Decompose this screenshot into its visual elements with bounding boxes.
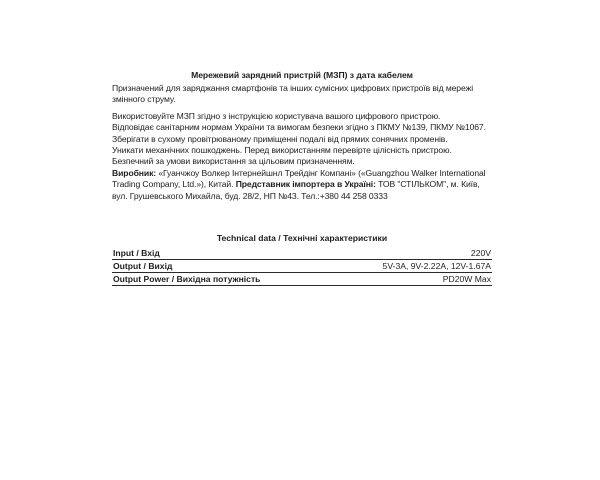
spec-label: Input / Вхід [113,248,160,259]
manufacturer-text: «Гуанчжоу Волкер Інтернейшнл Трейдінг Компані» («Guangzhou Walker International Trading Company, Ltd.»), Китай. [112,167,486,190]
manufacturer-label: Виробник: [112,167,157,178]
instruction-line: Відповідає санітарним нормам України та вимогам безпеки згідно з ПКМУ №139, ПКМУ №1067. [112,122,486,133]
spec-value: 220V [470,248,491,259]
manufacturer-info [112,168,492,202]
importer-label: Представник імпортера в Україні: [235,179,376,190]
importer-text: ТОВ "СТІЛЬКОМ", м. Київ, вул. Грушевського Михайла, буд. 28/2, НП №43. Тел.:+380 44 258 0333 [112,179,480,201]
spec-label: Output / Вихід [113,261,173,272]
instruction-line: Зберігати в сухому провітрюваному приміщенні подалі від прямих сонячних променів. [112,133,448,144]
instruction-line: Безпечний за умови використання за цільовим призначенням. [112,156,355,167]
spec-value: PD20W Max [442,274,491,285]
product-title: Мережевий зарядний пристрій (МЗП) з дата кабелем [191,70,413,80]
technical-data-title: Technical data / Технічні характеристики [216,233,388,244]
instruction-line: Уникати механічних пошкоджень. Перед використанням перевірте цілісність пристрою. [112,145,452,156]
spec-value: 5V-3A, 9V-2.22A, 12V-1.67A [382,261,491,272]
spec-row-output-power [112,273,492,286]
intro-text: Призначений для заряджання смартфонів та інших сумісних цифрових пристроїв від мережі змінного струму. [112,83,474,105]
spec-row-output [112,260,492,273]
product-label [112,70,492,286]
spec-label: Output Power / Вихідна потужність [113,274,261,285]
spec-row-input [112,247,492,260]
instruction-line: Використовуйте МЗП згідно з інструкцією користувача вашого цифрового пристрою. [112,110,441,121]
